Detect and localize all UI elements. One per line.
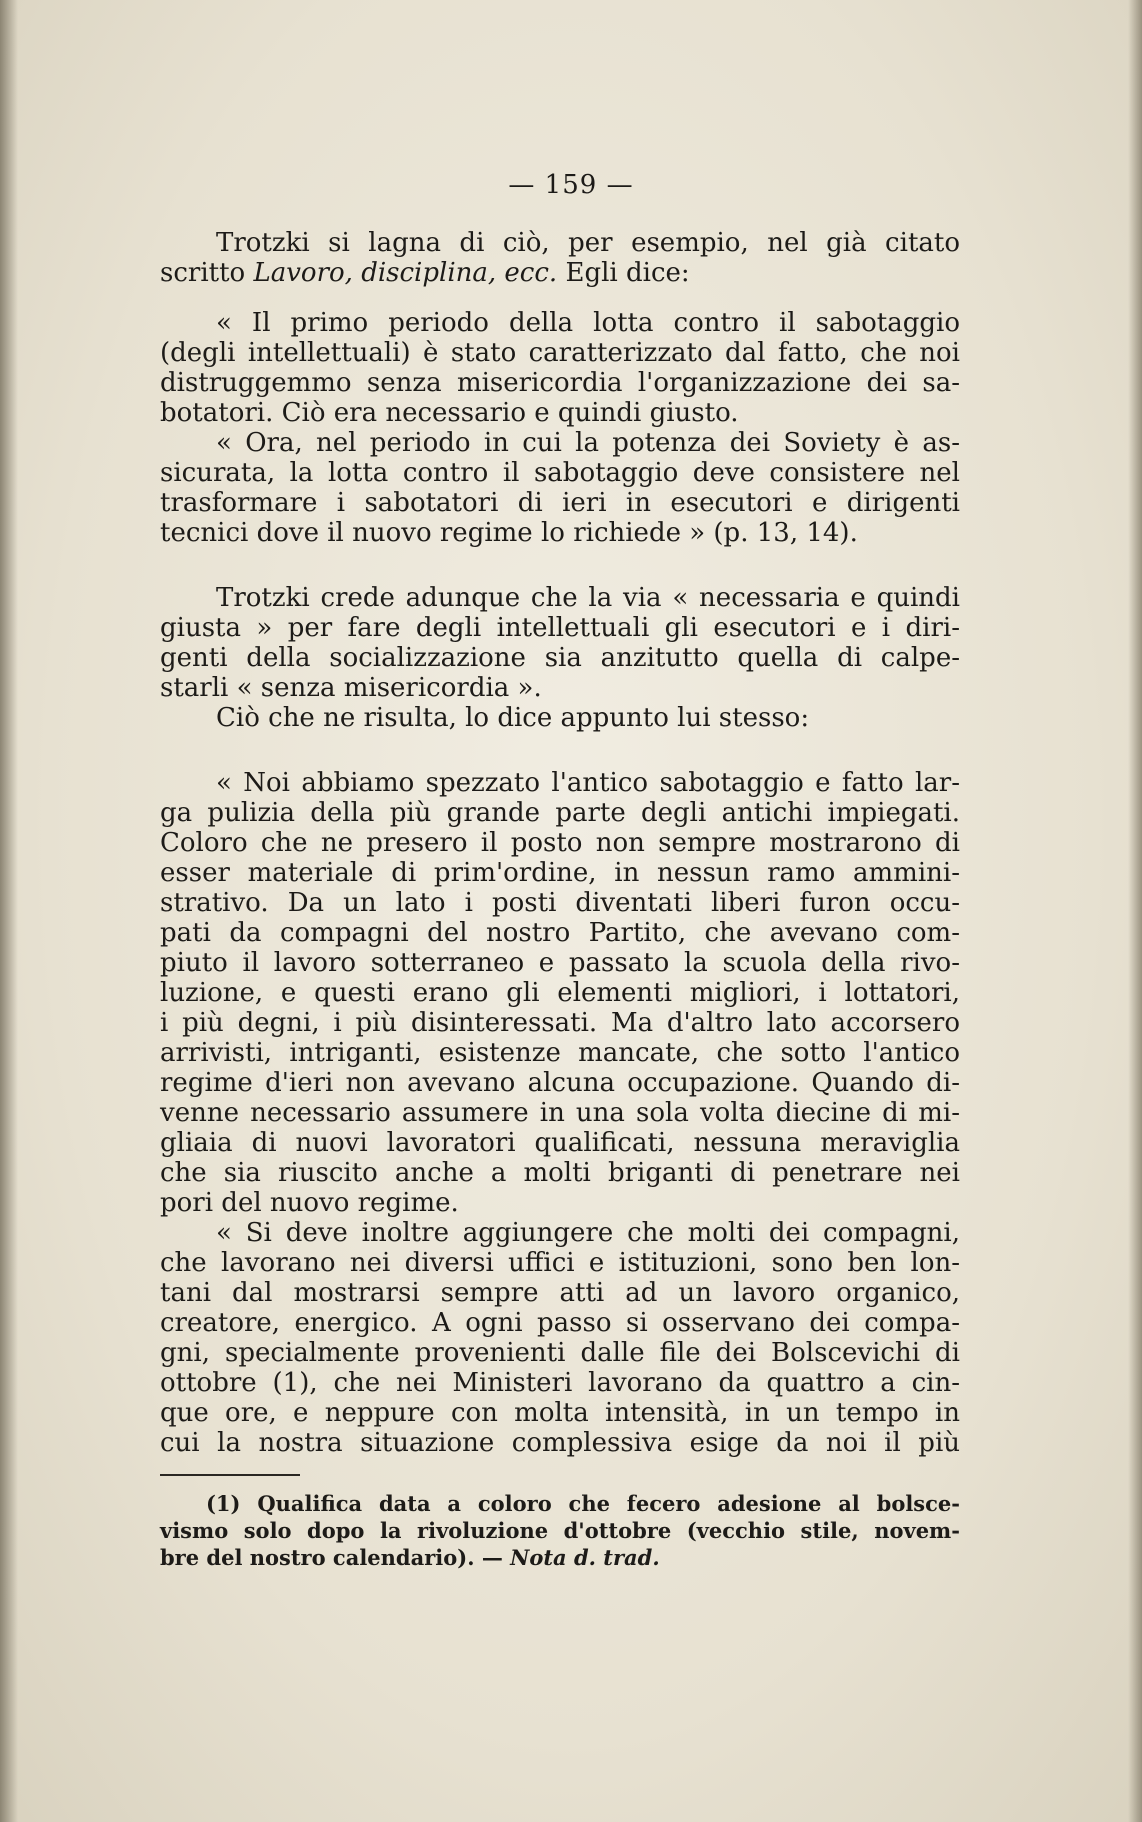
text-line: que ore, e neppure con molta intensità, in un tempo in [160,1398,960,1428]
text-run: Egli dice: [557,258,690,288]
quote-paragraph [160,768,960,1218]
text-line: cui la nostra situazione complessiva esige da noi il più [160,1428,960,1458]
text-line: arrivisti, intriganti, esistenze mancate, che sotto l'antico [160,1038,960,1068]
page-edge-shadow-right [1128,0,1142,1822]
text-line: tani dal mostrarsi sempre atti ad un lavoro organico, [160,1278,960,1308]
text-line: regime d'ieri non avevano alcuna occupazione. Quando di- [160,1068,960,1098]
footnote [160,1490,960,1571]
text-line: Trotzki crede adunque che la via « necessaria e quindi [216,583,960,613]
text-line: pori del nuovo regime. [160,1188,459,1218]
footnote-line: (1) Qualifica data a coloro che fecero adesione al bolsce- [206,1491,960,1516]
quote-paragraph [160,308,960,428]
paragraph-intro [160,228,960,288]
text-line: trasformare i sabotatori di ieri in esecutori e dirigenti [160,488,960,518]
page-number: — 159 — [508,170,634,200]
text-line: venne necessario assumere in una sola volta diecine di mi- [160,1098,960,1128]
footnote-text: bre del nostro calendario). — [160,1545,511,1570]
page-edge-shadow-left [0,0,18,1822]
quote-paragraph [160,428,960,548]
text-line: ga pulizia della più grande parte degli antichi impiegati. [160,798,960,828]
text-line: pati da compagni del nostro Partito, che avevano com- [160,918,960,948]
text-line: gni, specialmente provenienti dalle file dei Bolscevichi di [160,1338,960,1368]
text-line: i più degni, i più disinteressati. Ma d'altro lato accorsero [160,1008,960,1038]
paragraph [160,583,960,703]
text-line: « Il primo periodo della lotta contro il sabotaggio [216,308,960,338]
text-line: starli « senza misericordia ». [160,673,542,703]
text-line: luzione, e questi erano gli elementi migliori, i lottatori, [160,978,960,1008]
text-line: « Ora, nel periodo in cui la potenza dei Soviety è as- [216,428,960,458]
footnote-line [160,1544,960,1571]
text-line: strativo. Da un lato i posti diventati liberi furon occu- [160,888,960,918]
text-line: sicurata, la lotta contro il sabotaggio deve consistere nel [160,458,960,488]
quote-paragraph [160,1218,960,1458]
text-line: tecnici dove il nuovo regime lo richiede » (p. 13, 14). [160,518,858,548]
translator-note: Nota d. trad. [510,1545,660,1570]
text-line: gliaia di nuovi lavoratori qualificati, nessuna meraviglia [160,1128,960,1158]
work-title: Lavoro, disciplina, ecc. [253,258,558,288]
paragraph [160,703,960,733]
text-line: botatori. Ciò era necessario e quindi giusto. [160,398,739,428]
text-line: Trotzki si lagna di ciò, per esempio, nel già citato [216,228,960,258]
text-line: Ciò che ne risulta, lo dice appunto lui stesso: [216,703,810,733]
text-line: piuto il lavoro sotterraneo e passato la scuola della rivo- [160,948,960,978]
text-line: giusta » per fare degli intellettuali gli esecutori e i diri- [160,613,960,643]
footnote-line: vismo solo dopo la rivoluzione d'ottobre (vecchio stile, novem- [160,1518,960,1543]
text-line: creatore, energico. A ogni passo si osservano dei compa- [160,1308,960,1338]
text-line: che lavorano nei diversi uffici e istituzioni, sono ben lon- [160,1248,960,1278]
text-line: Coloro che ne presero il posto non sempre mostrarono di [160,828,960,858]
text-line: che sia riuscito anche a molti briganti di penetrare nei [160,1158,960,1188]
text-line: genti della socializzazione sia anzitutto quella di calpe- [160,643,960,673]
text-line [160,258,960,288]
text-line: « Noi abbiamo spezzato l'antico sabotaggio e fatto lar- [216,768,960,798]
text-line: esser materiale di prim'ordine, in nessun ramo ammini- [160,858,960,888]
footnote-divider [160,1474,300,1476]
text-line: ottobre (1), che nei Ministeri lavorano da quattro a cin- [160,1368,960,1398]
text-line: distruggemmo senza misericordia l'organizzazione dei sa- [160,368,960,398]
main-text [160,228,960,1458]
text-line: « Si deve inoltre aggiungere che molti dei compagni, [216,1218,960,1248]
text-run: scritto [160,258,254,288]
text-line: (degli intellettuali) è stato caratterizzato dal fatto, che noi [160,338,960,368]
